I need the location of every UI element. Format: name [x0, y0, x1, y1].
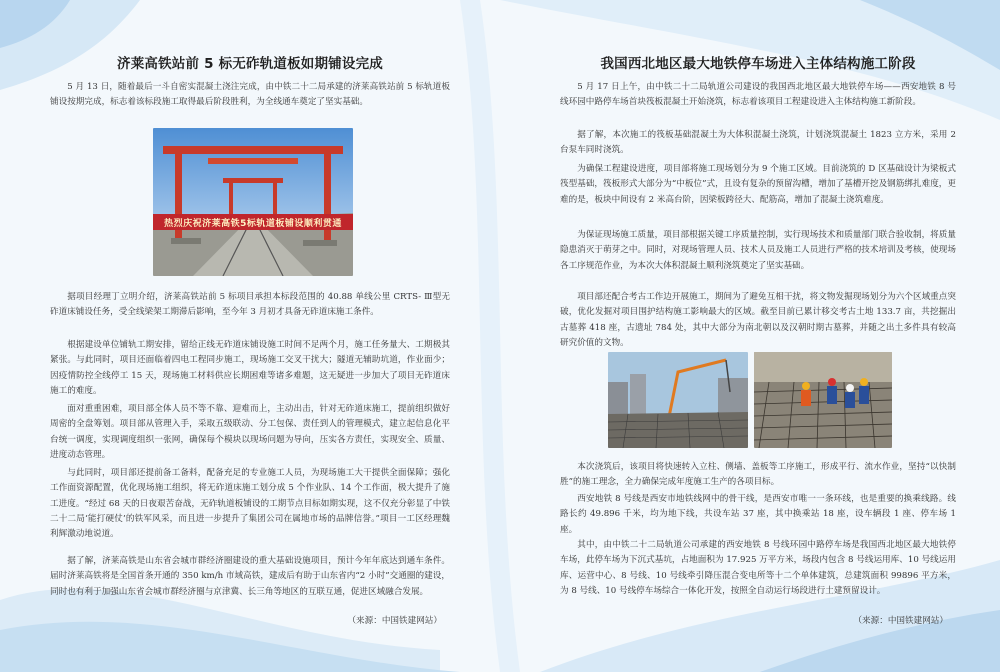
left-paragraph-2: 据项目经理丁立明介绍，济莱高铁站前 5 标项目承担本标段范围的 40.88 单线公里 CRTS- Ⅲ型无砟道床铺设任务，受全线梁架工期滞后影响，至今年 3 月初才具备无砟道床施工条件。	[50, 292, 450, 318]
right-paragraph-3: 为确保工程建设进度，项目部将施工现场划分为 9 个施工区域。目前浇筑的 D 区基础设计为梁板式筏型基础，筏板形式大部分为“中板位”式，且设有复杂的预留沟槽，增加了基槽开挖及钢筋绑扎难度，更难的是，板块中间设有 2 米高台阶，因梁板跨径大、配筋高，增加了混凝土浇筑难度。	[560, 164, 956, 205]
right-source: （来源：中国铁建网站）	[853, 616, 948, 626]
right-paragraph-7: 西安地铁 8 号线是西安市地铁线网中的骨干线，是西安市唯一一条环线，也是重要的换乘线路。线路长约 49.896 千米，均为地下线，共设车站 37 座，其中换乘站 18 座，设车辆段 1 座、停车场 1 座。	[560, 494, 956, 535]
left-article-title: 济莱高铁站前 5 标无砟轨道板如期铺设完成	[117, 56, 383, 72]
right-paragraph-2: 据了解，本次施工的筏板基础混凝土为大体积混凝土浇筑，计划浇筑混凝土 1823 立方米，采用 2 台泵车同时浇筑。	[560, 130, 956, 156]
left-paragraph-5: 与此同时，项目部还提前备工备料，配备充足的专业施工人员，为现场施工大干提供全面保障；强化工作面资源配置，优化现场施工组织，将无砟道床施工划分成 5 个作业队、14 个工作面，极大提升了施工进度。“经过 68 天的日夜艰苦奋战，无砟轨道板铺设的工期节点目标如期实现，这不仅充分彰显了中铁二十二局‘能打硬仗’的铁军风采，而且进一步提升了集团公司在属地市场的品牌信誉。”项目一工区经理魏利辉激动地说道。	[50, 468, 450, 540]
concrete-pumping-photo	[608, 352, 748, 448]
right-paragraph-1: 5 月 17 日上午，由中铁二十二局轨道公司建设的我国西北地区最大地铁停车场——西安地铁 8 号线环园中路停车场首块筏板混凝土开始浇筑，标志着该项目工程建设进入主体结构施工新阶段。	[560, 82, 956, 108]
left-article	[50, 0, 450, 672]
right-paragraph-6: 本次浇筑后，该项目将快速转入立柱、侧墙、盖板等工序施工，形成平行、流水作业，坚持“以快制胜”的施工理念，全力确保完成年度施工生产的各项目标。	[560, 462, 956, 488]
right-paragraph-8: 其中，由中铁二十二局轨道公司承建的西安地铁 8 号线环园中路停车场是我国西北地区最大地铁停车场，此停车场为下沉式基坑，占地面积为 17.925 万平方米，场段内包含 8 号线运用库、10 号线运用库、运营中心、8 号线、10 号线牵引降压混合变电所等十二个单体建筑，总建筑面积 99896 平方米，为 8 号线、10 号线停车场综合一体化开发，按照全自动运行场段进行土建预留设计。	[560, 540, 956, 596]
left-paragraph-3: 根据建设单位铺轨工期安排，留给正线无砟道床铺设施工时间不足两个月，施工任务量大、工期极其紧张。与此同时，项目还面临着四电工程同步施工，现场施工交叉干扰大；隧道无辅助坑道，作业面少；因疫情防控全线停工 15 天，现场施工材料供应长期困难等诸多难题，这无疑进一步加大了项目无砟道床施工的难度。	[50, 340, 450, 396]
right-paragraph-5: 项目部还配合考古工作边开展施工，期间为了避免互相干扰，将文物发掘现场划分为六个区域重点突破，优化发掘对项目围护结构施工影响最大的区域。截至目前已累计移交考古土地 133.7 亩，共挖掘出古墓葬 418 座，古遗址 784 处，其中大部分为南北朝以及汉朝时期古墓葬，并随之出土多件具有较高研究价值的文物。	[560, 292, 956, 348]
left-paragraph-4: 面对重重困难，项目部全体人员不等不靠、迎难而上，主动出击，针对无砟道床施工，提前组织做好周密的全盘筹划。项目部从管理入手，采取五级联动、分工包保、责任到人的管理模式，建立起信息化平台统一调度，实现调度组织一张网，确保每个模块以现场问题为导向，压实各方责任，实现安全、质量、进度动态管理。	[50, 404, 450, 460]
rebar-workers-photo	[754, 352, 892, 448]
left-source: （来源：中国铁建网站）	[347, 616, 442, 626]
photo-banner-text: 热烈庆祝济莱高铁5标轨道板铺设顺利贯通	[164, 219, 342, 229]
right-article-title: 我国西北地区最大地铁停车场进入主体结构施工阶段	[600, 56, 916, 72]
track-gantry-photo	[153, 128, 353, 276]
left-paragraph-6: 据了解，济莱高铁是山东省会城市群经济圈建设的重大基础设施项目，预计今年年底达到通车条件。届时济莱高铁将是全国首条开通的 350 km/h 市域高铁，建成后有助于山东省内“2 小时”交通圈的建设，同时也有利于加强山东省会城市群经济圈与京津冀、长三角等地区的互联互通，促进区域融合发展。	[50, 556, 450, 597]
right-paragraph-4: 为保证现场施工质量，项目部根据关键工序质量控制，实行现场技术和质量部门联合验收制，将质量隐患消灭于萌芽之中。同时，对现场管理人员、技术人员及施工人员进行严格的技术培训及考核，使现场各工序规范作业，为本次大体积混凝土顺利浇筑奠定了坚实基础。	[560, 230, 956, 271]
left-paragraph-1: 5 月 13 日，随着最后一斗自密实混凝土浇注完成，由中铁二十二局承建的济莱高铁站前 5 标轨道板铺设按期完成，标志着该标段施工取得最后阶段胜利，为全线通车奠定了坚实基础。	[50, 82, 450, 108]
right-article	[560, 0, 956, 672]
